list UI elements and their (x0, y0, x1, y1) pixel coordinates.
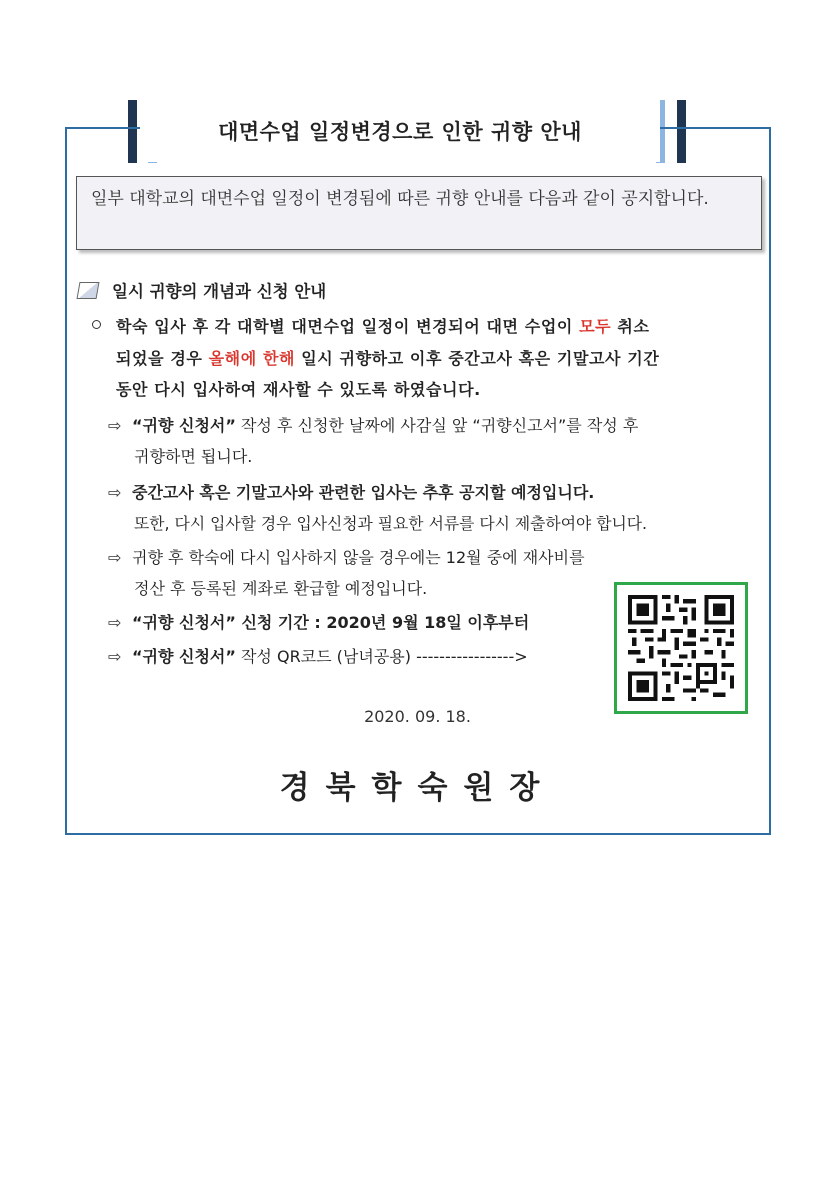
section-heading-text: 일시 귀향의 개념과 신청 안내 (112, 282, 327, 301)
bullet-text: 학숙 입사 후 각 대학별 대면수업 일정이 변경되어 대면 수업이 (116, 317, 580, 336)
bullet-text: 일시 귀향하고 이후 중간고사 혹은 기말고사 기간 (295, 349, 660, 368)
note-box-icon (77, 282, 100, 299)
qr-code-icon[interactable] (628, 595, 734, 701)
highlight-text: 모두 (579, 317, 612, 336)
item-bold-text: 중간고사 혹은 기말고사와 관련한 입사는 추후 공지할 예정입니다. (132, 483, 595, 502)
bullet-line-2 (116, 346, 659, 369)
item-bold-text: “귀향 신청서” 신청 기간 : 2020년 9월 18일 이후부터 (132, 613, 530, 632)
arrow-right-icon: ⇨ (108, 548, 122, 567)
section-heading (78, 278, 326, 302)
circle-bullet-icon (92, 320, 101, 329)
intro-text: 일부 대학교의 대면수업 일정이 변경됨에 따른 귀향 안내를 다음과 같이 공지합니다. (91, 189, 709, 209)
arrow-item-3 (108, 545, 585, 568)
signature: 경북학숙원장 (279, 770, 556, 806)
item-text: 작성 QR코드 (남녀공용) -----------------> (235, 647, 528, 666)
qr-code-frame[interactable] (614, 582, 748, 714)
arrow-item-2 (108, 480, 594, 503)
bullet-text: 취소 (611, 317, 650, 336)
item-text: 귀향하면 됩니다. (134, 447, 253, 466)
notice-date: 2020. 09. 18. (364, 707, 471, 726)
arrow-item-1-cont (134, 444, 252, 467)
item-bold-text: “귀향 신청서” (132, 647, 236, 666)
item-text: 귀향 후 학숙에 다시 입사하지 않을 경우에는 12월 중에 재사비를 (132, 548, 585, 567)
bullet-text: 되었을 경우 (116, 349, 209, 368)
bullet-line-3 (116, 377, 481, 400)
arrow-right-icon: ⇨ (108, 416, 122, 435)
arrow-right-icon: ⇨ (108, 647, 122, 666)
page-title: 대면수업 일정변경으로 인한 귀향 안내 (218, 120, 582, 144)
arrow-right-icon: ⇨ (108, 483, 122, 502)
arrow-right-icon: ⇨ (108, 613, 122, 632)
arrow-item-2-cont (134, 511, 647, 534)
item-text: 또한, 다시 입사할 경우 입사신청과 필요한 서류를 다시 제출하여야 합니다. (134, 514, 648, 533)
arrow-item-4 (108, 610, 529, 633)
item-bold-text: “귀향 신청서” (132, 416, 236, 435)
arrow-item-1 (108, 413, 638, 436)
intro-box (76, 176, 762, 250)
bullet-line-1 (116, 314, 650, 337)
bullet-text: 동안 다시 입사하여 재사할 수 있도록 하였습니다. (116, 380, 481, 399)
item-text: 작성 후 신청한 날짜에 사감실 앞 “귀향신고서”를 작성 후 (235, 416, 639, 435)
item-text: 정산 후 등록된 계좌로 환급할 예정입니다. (134, 579, 428, 598)
arrow-item-5 (108, 644, 528, 667)
title-bar (140, 100, 660, 162)
arrow-item-3-cont (134, 576, 427, 599)
highlight-text: 올해에 한해 (208, 349, 296, 368)
